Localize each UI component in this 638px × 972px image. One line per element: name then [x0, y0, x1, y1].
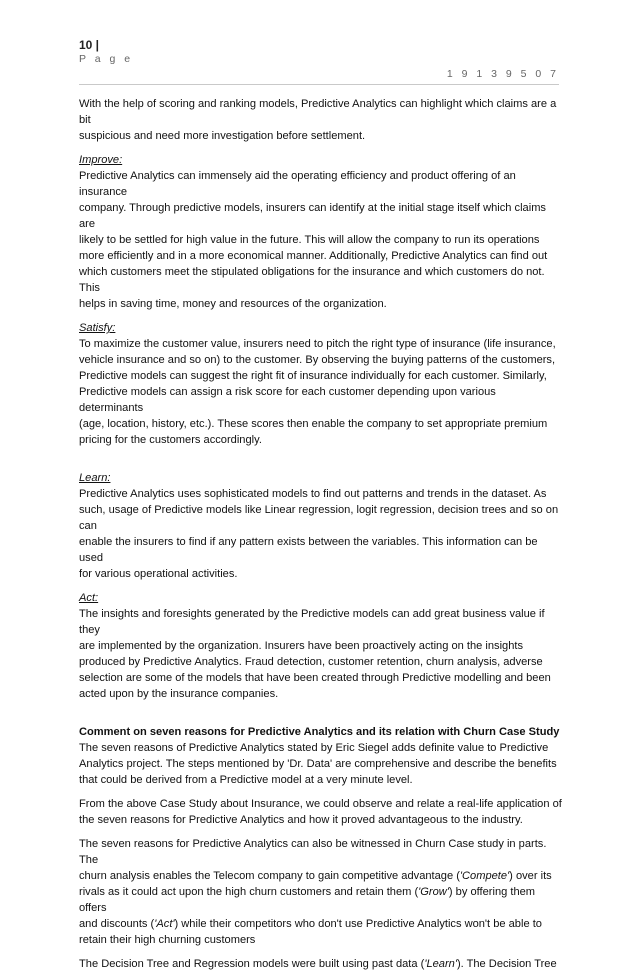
churn-line-1: The seven reasons for Predictive Analytics can also be witnessed in Churn Case study in parts. The [79, 838, 547, 866]
churn-text: ) by offering them offers [79, 886, 536, 914]
churn-text: churn analysis enables the Telecom company to gain competitive advantage ( [79, 870, 460, 882]
churn-line-3 [79, 884, 563, 916]
churn-line-5: retain their high churning customers [79, 934, 256, 946]
grow-term: 'Grow' [418, 886, 449, 898]
decision-line [79, 956, 563, 972]
act-line: acted upon by the insurance companies. [79, 688, 279, 700]
intro-line-1: With the help of scoring and ranking models, Predictive Analytics can highlight which claims are a bit [79, 98, 557, 126]
page-label: P a g e [79, 53, 134, 65]
intro-line-2: suspicious and need more investigation before settlement. [79, 130, 366, 142]
case-study-line: From the above Case Study about Insurance, we could observe and relate a real-life application of [79, 798, 562, 810]
improve-heading: Improve: [79, 154, 123, 166]
satisfy-line: Predictive models can assign a risk score for each customer depending upon various determinants [79, 386, 496, 414]
learn-term: 'Learn' [424, 958, 457, 970]
act-line: produced by Predictive Analytics. Fraud detection, customer retention, churn analysis, adverse [79, 656, 543, 668]
act-heading: Act: [79, 592, 99, 604]
churn-text: and discounts ( [79, 918, 155, 930]
comment-line: Analytics project. The steps mentioned by 'Dr. Data' are comprehensive and describe the benefits [79, 758, 557, 770]
act-line: are implemented by the organization. Insurers have been proactively acting on the insights [79, 640, 524, 652]
improve-line: more efficiently and in a more economical manner. Additionally, Predictive Analytics can find out [79, 250, 548, 262]
learn-heading: Learn: [79, 472, 111, 484]
learn-line: enable the insurers to find if any pattern exists between the variables. This information can be used [79, 536, 538, 564]
comment-heading: Comment on seven reasons for Predictive Analytics and its relation with Churn Case Study [79, 726, 560, 738]
act-line: The insights and foresights generated by the Predictive models can add great business value if they [79, 608, 545, 636]
churn-line-4 [79, 916, 563, 932]
document-body [79, 96, 563, 972]
satisfy-line: pricing for the customers accordingly. [79, 434, 262, 446]
page-number: 10 | [79, 38, 100, 52]
churn-text: ) over its [509, 870, 552, 882]
improve-line: likely to be settled for high value in the future. This will allow the company to run its operations [79, 234, 540, 246]
learn-line: Predictive Analytics uses sophisticated models to find out patterns and trends in the dataset. As [79, 488, 547, 500]
case-study-line: the seven reasons for Predictive Analytics and how it proved advantageous to the industry. [79, 814, 523, 826]
churn-text: ) while their competitors who don't use Predictive Analytics won't be able to [174, 918, 542, 930]
comment-line: The seven reasons of Predictive Analytics stated by Eric Siegel adds definite value to Predictive [79, 742, 549, 754]
improve-line: helps in saving time, money and resources of the organization. [79, 298, 387, 310]
satisfy-line: vehicle insurance and so on) to the customer. By observing the buying patterns of the customers, [79, 354, 556, 366]
learn-line: for various operational activities. [79, 568, 238, 580]
learn-line: such, usage of Predictive models like Linear regression, logit regression, decision trees and so on can [79, 504, 559, 532]
churn-text: rivals as it could act upon the high churn customers and retain them ( [79, 886, 419, 898]
improve-line: Predictive Analytics can immensely aid the operating efficiency and product offering of an insurance [79, 170, 516, 198]
improve-line: company. Through predictive models, insurers can identify at the initial stage itself which claims are [79, 202, 546, 230]
satisfy-line: (age, location, history, etc.). These scores then enable the company to set appropriate premium [79, 418, 548, 430]
document-id: 1 9 1 3 9 5 0 7 [446, 68, 559, 80]
comment-line: that could be derived from a Predictive model at a very minute level. [79, 774, 413, 786]
act-term: 'Act' [154, 918, 175, 930]
churn-line-2 [79, 868, 563, 884]
satisfy-line: To maximize the customer value, insurers need to pitch the right type of insurance (life insurance, [79, 338, 556, 350]
decision-text: The Decision Tree and Regression models were built using past data ( [79, 958, 425, 970]
decision-text: ). The Decision Tree [456, 958, 557, 970]
compete-term: 'Compete' [459, 870, 510, 882]
header-divider [79, 84, 559, 85]
act-line: selection are some of the models that have been created through Predictive modelling and been [79, 672, 551, 684]
improve-line: which customers meet the stipulated obligations for the insurance and which customers do not. This [79, 266, 545, 294]
satisfy-heading: Satisfy: [79, 322, 116, 334]
satisfy-line: Predictive models can suggest the right fit of insurance individually for each customer. Similarly, [79, 370, 547, 382]
